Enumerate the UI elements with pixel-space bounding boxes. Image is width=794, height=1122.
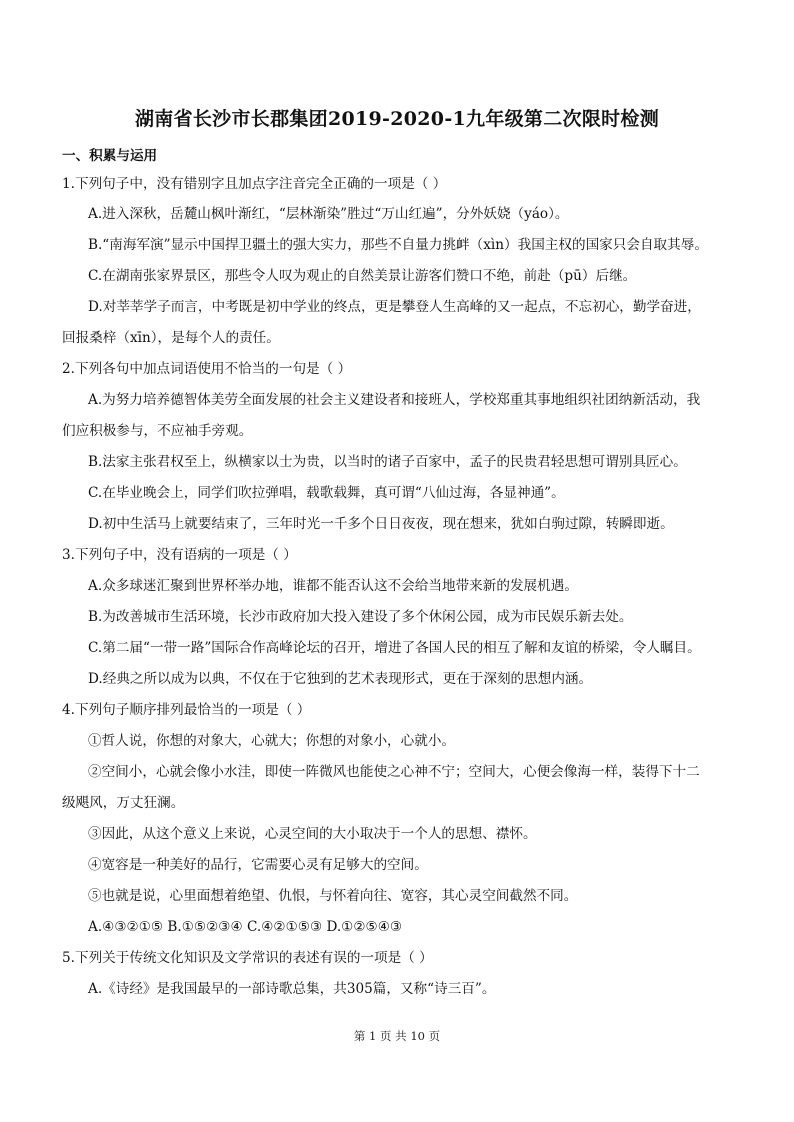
- question-3-option-d: D.经典之所以成为以典，不仅在于它独到的艺术表现形式，更在于深刻的思想内涵。: [88, 671, 593, 687]
- question-4-sentence-4: ④宽容是一种美好的品行，它需要心灵有足够大的空间。: [88, 857, 428, 873]
- page-number-footer: 第 1 页 共 10 页: [353, 1029, 441, 1043]
- question-1-option-a: A.进入深秋，岳麓山枫叶渐红，“层林渐染”胜过“万山红遍”，分外妖娆（yáo）。: [88, 206, 569, 222]
- question-3-option-c: C.第二届“一带一路”国际合作高峰论坛的召开，增进了各国人民的相互了解和友谊的桥梁，令人瞩目。: [88, 640, 701, 656]
- question-2-option-a-line1: A.为努力培养德智体美劳全面发展的社会主义建设者和接班人，学校郑重其事地组织社团纳新活动，我: [88, 392, 701, 408]
- section-heading: 一、积累与运用: [62, 148, 158, 164]
- question-4-options: A.④③②①⑤ B.①⑤②③④ C.④②①⑤③ D.①②⑤④③: [88, 919, 403, 935]
- question-2-stem: 2.下列各句中加点词语使用不恰当的一句是（ ）: [62, 361, 352, 377]
- question-1-option-c: C.在湖南张家界景区，那些令人叹为观止的自然美景让游客们赞口不绝，前赴（pū）后继。: [88, 268, 637, 284]
- question-1-stem: 1.下列句子中，没有错别字且加点字注音完全正确的一项是（ ）: [62, 176, 447, 192]
- question-4-sentence-5: ⑤也就是说，心里面想着绝望、仇恨，与怀着向往、宽容，其心灵空间截然不同。: [88, 888, 578, 904]
- question-2-option-d: D.初中生活马上就要结束了，三年时光一千多个日日夜夜，现在想来，犹如白驹过隙，转瞬即逝。: [88, 516, 674, 532]
- question-2-option-b: B.法家主张君权至上，纵横家以士为贵，以当时的诸子百家中，孟子的民贵君轻思想可谓别具匠心。: [88, 454, 687, 470]
- question-1-option-d-line2: 回报桑梓（xīn），是每个人的责任。: [62, 330, 280, 346]
- question-4-stem: 4.下列句子顺序排列最恰当的一项是（ ）: [62, 702, 311, 718]
- question-5-stem: 5.下列关于传统文化知识及文学常识的表述有误的一项是（ ）: [62, 950, 433, 966]
- question-1-option-b: B.“南海军演”显示中国捍卫疆土的强大实力，那些不自量力挑衅（xìn）我国主权的国家只会自取其辱。: [88, 237, 708, 253]
- question-4-sentence-2-line2: 级飓风，万丈狂澜。: [62, 795, 185, 811]
- question-4-sentence-2-line1: ②空间小，心就会像小水洼，即使一阵微风也能使之心神不宁；空间大，心便会像海一样，装得下十二: [88, 764, 700, 780]
- question-3-option-a: A.众多球迷汇聚到世界杯举办地，谁都不能否认这不会给当地带来新的发展机遇。: [88, 578, 578, 594]
- question-3-stem: 3.下列句子中，没有语病的一项是（ ）: [62, 547, 297, 563]
- question-1-option-d-line1: D.对莘莘学子而言，中考既是初中学业的终点，更是攀登人生高峰的又一起点，不忘初心，勤学奋进，: [88, 299, 701, 315]
- question-4-sentence-1: ①哲人说，你想的对象大，心就大；你想的对象小，心就小。: [88, 733, 456, 749]
- question-2-option-c: C.在毕业晚会上，同学们吹拉弹唱，载歌载舞，真可谓“八仙过海，各显神通”。: [88, 485, 565, 501]
- question-5-option-a: A.《诗经》是我国最早的一部诗歌总集，共305篇，又称“诗三百”。: [88, 981, 496, 997]
- question-2-option-a-line2: 们应积极参与，不应袖手旁观。: [62, 423, 253, 439]
- page-title: 湖南省长沙市长郡集团2019-2020-1九年级第二次限时检测: [134, 108, 660, 130]
- question-3-option-b: B.为改善城市生活环境，长沙市政府加大投入建设了多个休闲公园，成为市民娱乐新去处。: [88, 609, 633, 625]
- question-4-sentence-3: ③因此，从这个意义上来说，心灵空间的大小取决于一个人的思想、襟怀。: [88, 826, 537, 842]
